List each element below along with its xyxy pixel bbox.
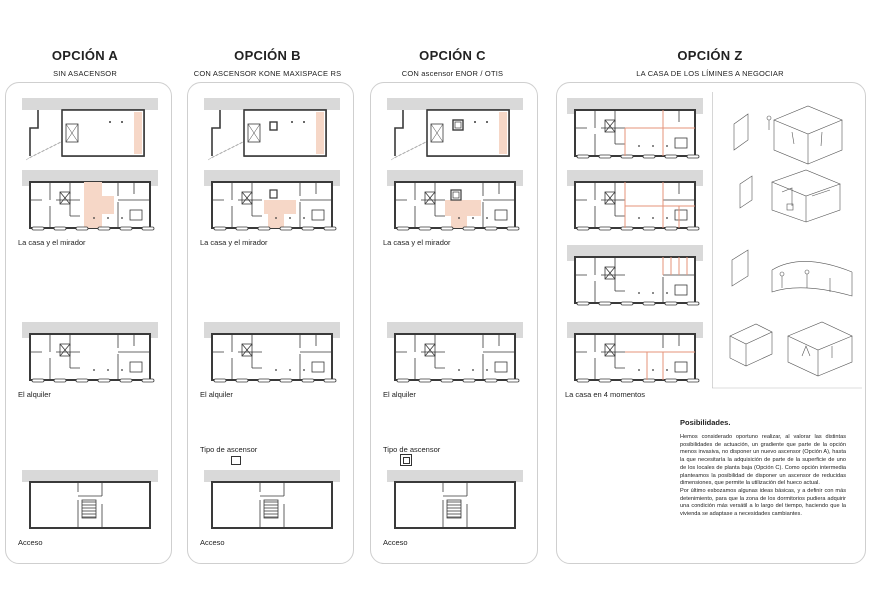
plan-b-roof [204, 98, 340, 164]
caption-c-casa: La casa y el mirador [383, 238, 451, 247]
caption-b-alquiler: El alquiler [200, 390, 233, 399]
plan-z-moment-3 [567, 245, 703, 311]
caption-c-tipo: Tipo de ascensor [383, 445, 441, 454]
plan-a-alquiler [22, 322, 158, 388]
caption-a-acceso: Acceso [18, 538, 43, 547]
caption-c-acceso: Acceso [383, 538, 408, 547]
plan-z-moment-2 [567, 170, 703, 236]
plan-b-acceso [204, 470, 340, 536]
plan-b-alquiler [204, 322, 340, 388]
plan-a-roof [22, 98, 158, 164]
caption-b-tipo: Tipo de ascensor [200, 445, 258, 454]
text-paragraph-1: Hemos considerado oportuno realizar, al valorar las distintas posibilidades de actuación, un gradiente que parte de la opción menos invasiva, no disponer un nuevo ascensor (Opción A), hasta la que necesitaría la adquisición de parte de la superficie de uno de los locales de planta baja (Opción C). Como opción intermedia planteamos la posibilidad de disponer un ascensor de reducidas dimensiones, que permite la utilización del hueco actual. [680, 434, 846, 487]
caption-b-acceso: Acceso [200, 538, 225, 547]
caption-a-alquiler: El alquiler [18, 390, 51, 399]
option-b-subtitle: CON ASCENSOR KONE MAXISPACE RS [193, 69, 342, 78]
option-c-title: OPCIÓN C [419, 48, 486, 63]
caption-b-casa: La casa y el mirador [200, 238, 268, 247]
text-body [680, 434, 846, 519]
text-title: Posibilidades. [680, 418, 731, 427]
elevator-c-icon [400, 454, 412, 466]
text-paragraph-2: Por último esbozamos algunas ideas básicas, y a definir con más detenimiento, para que la zona de los dormitorios pudiera adquirir una condición más versátil a lo largo del tiempo, haciendo que la vivienda se adaptase a necesidades cambiantes. [680, 487, 846, 518]
caption-c-alquiler: El alquiler [383, 390, 416, 399]
option-z-subtitle: LA CASA DE LOS LÍMINES A NEGOCIAR [636, 69, 784, 78]
plan-c-roof [387, 98, 523, 164]
option-z-title: OPCIÓN Z [677, 48, 743, 63]
axonometric-sketches [712, 92, 862, 392]
option-a-subtitle: SIN ASACENSOR [53, 69, 117, 78]
caption-z-momentos: La casa en 4 momentos [565, 390, 646, 399]
option-b-title: OPCIÓN B [234, 48, 301, 63]
plan-z-moment-4 [567, 322, 703, 388]
plan-c-casa [387, 170, 523, 236]
plan-a-casa [22, 170, 158, 236]
caption-a-casa: La casa y el mirador [18, 238, 86, 247]
plan-z-moment-1 [567, 98, 703, 164]
option-c-subtitle: CON ascensor ENOR / OTIS [401, 69, 504, 78]
plan-c-acceso [387, 470, 523, 536]
option-a-title: OPCIÓN A [51, 48, 119, 63]
plan-c-alquiler [387, 322, 523, 388]
plan-a-acceso [22, 470, 158, 536]
plan-b-casa [204, 170, 340, 236]
elevator-b-icon [231, 456, 241, 465]
